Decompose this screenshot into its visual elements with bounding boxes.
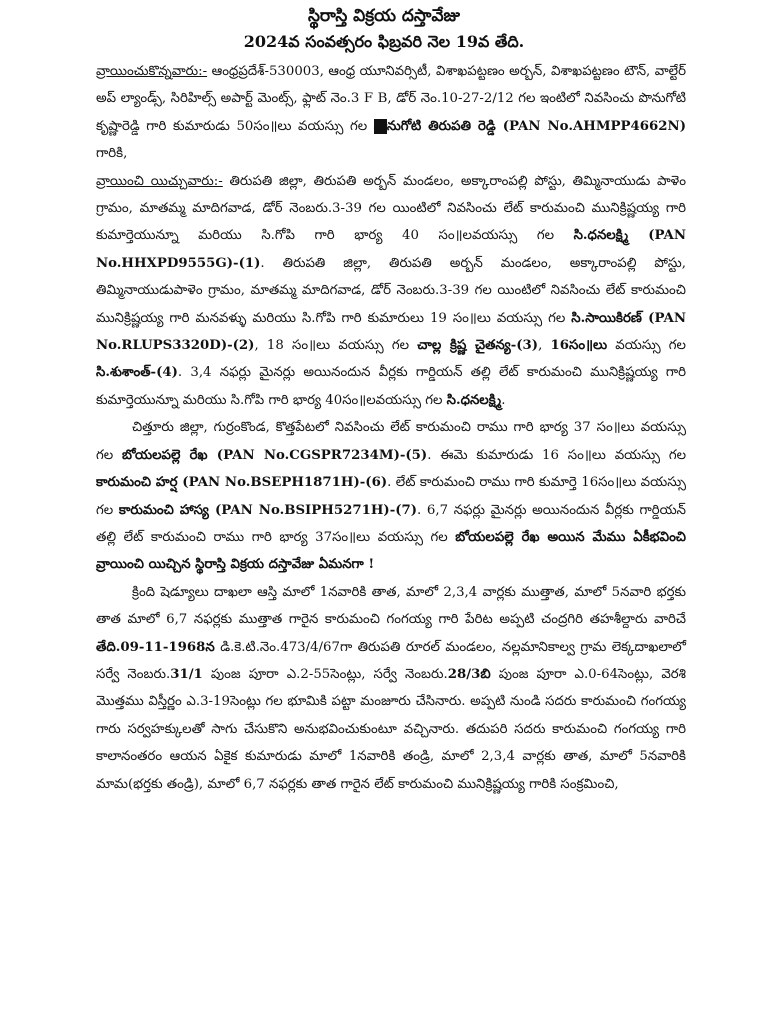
sellers-text: . తిరుపతి జిల్లా, తిరుపతి అర్బన్ మండలం, అక్కారాంపల్లి పోస్టు, తిమ్మినాయుడుపాళెం గ్రామం, మాతమ్మ మాదిగవాడ, డోర్ నెంబరు.3-39 గల యింటిలో నివసించు లేట్ కారుమంచి మునిక్రిష్ణయ్య గారి మనవళ్ళు మరియు సి.గోపి గారి కుమారులు 19 సం॥లు వయస్సు గల — [96, 255, 686, 326]
seller-5-name: బోయలపల్లె రేఖ — [122, 447, 208, 463]
sellers-paragraph — [96, 168, 686, 415]
para2-text: చిత్తూరు జిల్లా, గుర్రంకొండ, కొత్తపేటలో నివసించు లేట్ కారుమంచి రాము గారి భార్య 37 సం॥లు వయస్సు గల — [96, 420, 686, 463]
seller-3-name: చాల్ల క్రిష్ణ చైతన్య-(3) — [417, 338, 539, 354]
grant-date: తేది.09-11-1968న — [96, 639, 215, 655]
sellers-text: వయస్సు గల — [607, 338, 686, 354]
para3-text: డి.కె.టి.నెం.473/4/67గా తిరుపతి రూరల్ మండలం, నల్లమానికాల్వ గ్రామ లెక్కదాఖలాలో సర్వే నెంబరు. — [96, 639, 686, 682]
schedule-paragraph — [96, 579, 686, 798]
seller-1-pan: (PAN No.HHXPD9555G)-(1) — [96, 228, 686, 271]
sellers-text: తిరుపతి జిల్లా, తిరుపతి అర్బన్ మండలం, అక్కారాంపల్లి పోస్టు, తిమ్మినాయుడు పాళెం గ్రామం, మాతమ్మ మాదిగవాడ, డోర్ నెంబరు.3-39 గల యింటిలో నివసించు లేట్ కారుమంచి మునిక్రిష్ణయ్య గారి కుమార్తెయున్నూ మరియు సి.గోపి గారి భార్య 40 సం॥లవయస్సు గల — [96, 173, 686, 244]
purchaser-text: ఆంధ్రప్రదేశ్-530003, ఆంధ్ర యూనివర్సిటీ, విశాఖపట్టణం అర్బన్, విశాఖపట్టణం టౌన్, వాల్టేర్ అప్ ల్యాండ్స్, సిరిహిల్స్ అపార్ట్ మెంట్స్, ఫ్లాట్ నెం.3 F B, డోర్ నెం.10-27-2/12 గల ఇంటిలో నివసించు పొనుగోటి కృష్ణారెడ్డి గారి కుమారుడు 50సం॥లు వయస్సు గల — [96, 64, 686, 134]
purchaser-pan: (PAN No.AHMPP4662N) — [495, 118, 686, 134]
para3-text: పుంజ పూరా ఎ.0-64సెంట్లు, వెరశి మొత్తము విస్తీర్ణం ఎ.3-19సెంట్లు గల భూమికి పట్టా మంజూరు చేసినారు. అప్పటి నుండి సదరు కారుమంచి గంగయ్య గారు సర్వహక్కులతో సాగు చేసుకొని అనుభవించుకుంటూ వచ్చినారు. తదుపరి సదరు కారుమంచి గంగయ్య గారి కాలానంతరం ఆయన ఏకైక కుమారుడు మాలో 1నవారికి తండ్రి, మాలో 2,3,4 వార్లకు తాత, మాలో 5నవారికి మామ(భర్తకు తండ్రి), మాలో 6,7 నఫర్లకు తాత గారైన లేట్ కారుమంచి మునిక్రిష్ణయ్య గారికి సంక్రమించి, — [96, 666, 686, 792]
purchaser-suffix: గారికి, — [96, 146, 128, 162]
seller-7-pan: (PAN No.BSIPH5271H)-(7) — [208, 502, 418, 518]
sellers-text: , — [538, 338, 551, 354]
para2-text: . లేట్ కారుమంచి రాము గారి కుమార్తె 16సం॥లు వయస్సు గల — [96, 475, 686, 518]
redaction-mark: పొ — [373, 118, 387, 134]
sellers-text: . 3,4 నఫర్లు మైనర్లు అయినందున వీర్లకు గార్డియన్ తల్లి లేట్ కారుమంచి మునిక్రిష్ణయ్య గారి కుమార్తెయున్నూ మరియు సి.గోపి గారి భార్య 40సం॥లవయస్సు గల — [96, 365, 686, 408]
para3-text: పుంజ పూరా ఎ.2-55సెంట్లు, సర్వే నెంబరు. — [202, 666, 448, 682]
sellers-text: , 18 సం॥లు వయస్సు గల — [254, 338, 418, 354]
seller-7-name: కారుమంచి హాస్య — [118, 502, 209, 518]
seller-2-pan: (PAN No.RLUPS3320D)-(2) — [96, 310, 686, 354]
seller-6-pan: (PAN No.BSEPH1871H)-(6) — [177, 475, 388, 491]
purchaser-name: నుగోటి తిరుపతి రెడ్డి — [386, 118, 496, 134]
seller-5-pan: (PAN No.CGSPR7234M)-(5) — [207, 447, 428, 463]
survey-number-2: 28/3బి — [447, 666, 491, 682]
purchaser-paragraph — [96, 58, 686, 168]
guardian-2-name: బోయలపల్లె రేఖ — [455, 529, 540, 545]
document-date: 2024వ సంవత్సరం ఫిబ్రవరి నెల 19వ తేది. — [243, 32, 525, 51]
sellers-label: వ్రాయించి యిచ్చువారు:- — [96, 173, 223, 189]
para3-text: క్రింది షెడ్యూలు దాఖలా ఆస్తి మాలో 1నవారికి తాత, మాలో 2,3,4 వార్లకు ముత్తాత, మాలో 5నవారి భర్తకు తాత మాలో 6,7 నఫర్లకు ముత్తాత గారైన కారుమంచి గంగయ్య గారి పేరిట అప్పటి చంద్రగిరి తహశీల్దారు వారిచే — [96, 584, 686, 628]
seller-6-name: కారుమంచి హర్ష — [96, 475, 178, 491]
seller-4-name: సి.శుశాంత్-(4) — [96, 365, 178, 381]
guardian-name: సి.ధనలక్ష్మి — [446, 392, 502, 408]
document-body — [96, 58, 686, 798]
sellers-text: . — [501, 392, 506, 408]
seller-2-name: సి.సాయికిరణ్ — [571, 310, 642, 326]
seller-1-name: సి.ధనలక్ష్మి — [573, 228, 629, 244]
para2-text: . 6,7 నఫర్లు మైనర్లు అయినందున వీర్లకు గార్డియన్ తల్లి లేట్ కారుమంచి రాము గారి భార్య 37సం॥లు వయస్సు గల — [96, 502, 687, 545]
purchaser-label: వ్రాయించుకొన్నవారు:- — [96, 64, 208, 79]
sellers-paragraph-2 — [96, 414, 686, 578]
para2-closing: అయిన మేము ఏకీభవించి వ్రాయించి యిచ్చిన స్థిరాస్తి విక్రయ దస్తావేజు ఏమనగా ! — [96, 529, 686, 573]
para2-text: . ఈమె కుమారుడు 16 సం॥లు వయస్సు గల — [427, 447, 687, 463]
survey-number-1: 31/1 — [170, 666, 203, 682]
seller-4-age: 16సం॥లు — [550, 338, 608, 354]
document-title: స్థిరాస్తి విక్రయ దస్తావేజు — [307, 6, 460, 26]
